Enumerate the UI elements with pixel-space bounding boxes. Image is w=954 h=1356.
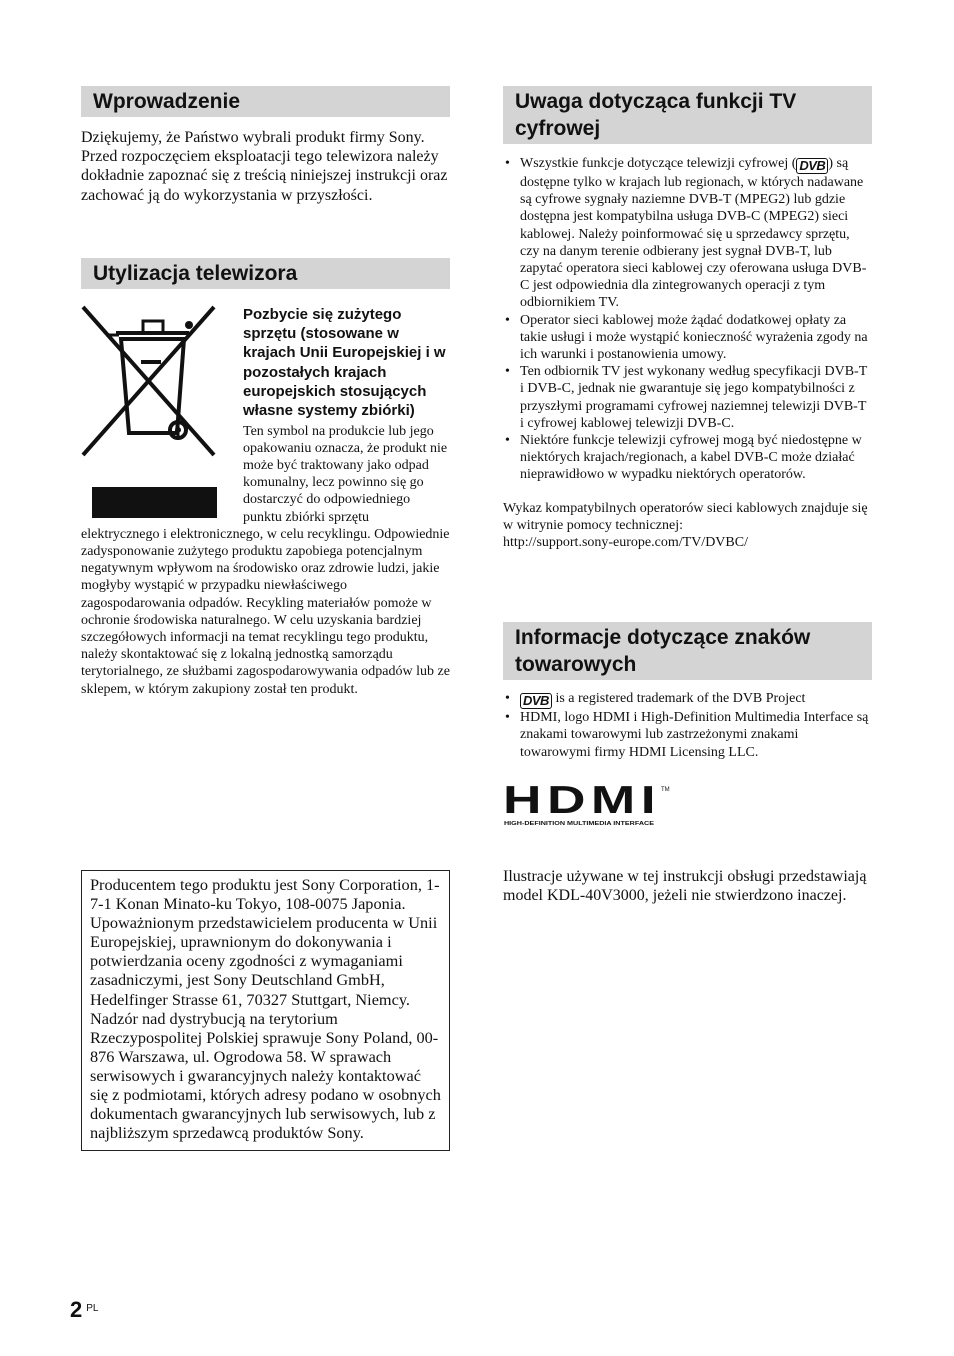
manufacturer-text: Producentem tego produktu jest Sony Corporation, 1-7-1 Konan Minato-ku Tokyo, 108-0075 Japonia. Upoważnionym przedstawicielem producenta w Unii Europejskiej, uprawnionym do dokonywania i potwierdzania oceny zgodności z wymaganiami zasadniczymi, jest Sony Deutschland GmbH, Hedelfinger Strasse 61, 70327 Stuttgart, Niemcy. Nadzór nad dystrybucją na terytorium Rzeczypospolitej Polskiej sprawuje Sony Poland, 00-876 Warszawa, ul. Ogrodowa 58. W sprawach serwisowych i gwarancyjnych należy kontaktować się z podmiotami, których adresy podano w osobnych dokumentach gwarancyjnych lub serwisowych, lub z najbliższym sprzedawcą produktów Sony. — [90, 875, 441, 1143]
disposal-body: Ten symbol na produkcie lub jego opakowaniu oznacza, że produkt nie może być traktowany jako odpad komunalny, lecz powinno się go dostarczyć do odpowiedniego punktu zbiórki sprzętu elektrycznego i elektronicznego, w celu recyklingu. Odpowiednie zadysponowanie zużytego produktu zapobiega potencjalnym negatywnym wpływom na środowisko oraz zdrowie ludzi, jakie mogłyby wystąpić w przypadku niewłaściwego zagospodarowania odpadów. Recykling materiałów pomoże w ochronie środowiska naturalnego. W celu uzyskania bardziej szczegółowych informacji na temat recyklingu tego produktu, należy skontaktować się z lokalną jednostką samorządu terytorialnego, ze służbami zagospodarowywania odpadów lub ze sklepem, w którym zakupiony został ten produkt. — [81, 423, 450, 697]
page-number-value: 2 — [70, 1297, 83, 1322]
left-column — [81, 86, 450, 698]
hdmi-logo — [503, 781, 678, 827]
hdmi-logo-wordmark: HDMI — [503, 780, 661, 822]
disposal-heading: Utylizacja telewizora — [81, 258, 450, 289]
trademarks-heading: Informacje dotyczące znaków towarowych — [503, 622, 872, 680]
date-marking-bar — [92, 487, 217, 518]
illustration-note: Ilustracje używane w tej instrukcji obsługi przedstawiają model KDL-40V3000, jeżeli nie stwierdzono inaczej. — [503, 867, 867, 905]
intro-paragraph-2: Przed rozpoczęciem eksploatacji tego telewizora należy dokładnie zapoznać się z treścią niniejszej instrukcji oraz zachować ją do wykorzystania w przyszłości. — [81, 148, 448, 204]
list-item: • HDMI, logo HDMI i High-Definition Multimedia Interface są znakami towarowymi lub zastrzeżonymi znakami towarowymi firmy HDMI Licensing LLC. — [505, 710, 869, 760]
dvb-logo-icon: DVB — [796, 158, 828, 174]
digital-tv-bullets — [503, 155, 872, 484]
operator-list-text: Wykaz kompatybilnych operatorów sieci kablowych znajduje się w witrynie pomocy technicznej: — [503, 500, 868, 533]
support-url: http://support.sony-europe.com/TV/DVBC/ — [503, 535, 748, 551]
right-column — [503, 86, 872, 905]
trademarks-bullets — [503, 690, 872, 761]
hdmi-tagline: HIGH-DEFINITION MULTIMEDIA INTERFACE — [504, 820, 655, 827]
manufacturer-box — [81, 870, 450, 1151]
crossed-out-wheelie-bin-icon — [81, 305, 233, 523]
list-item: • Operator sieci kablowej może żądać dodatkowej opłaty za takie usługi i może wystąpić konieczność wyrażenia zgody na ich warunki i postanowienia umowy. — [505, 312, 868, 363]
list-item: • Niektóre funkcje telewizji cyfrowej mogą być niedostępne w niektórych krajach/regionach, a kabel DVB-C może działać nieprawidłowo w wypadku niektórych operatorów. — [505, 433, 862, 483]
list-item: • Wszystkie funkcje dotyczące telewizji cyfrowej ( DVB ) są dostępne tylko w krajach lub regionach, w których nadawane są cyfrowe sygnały naziemne DVB-T (MPEG2) lub gdzie dostępna jest kompatybilna usługa DVB-C (MPEG2) sieci kablowej. Należy poinformować się u sprzedawcy sprzętu, czy na danym terenie odbierany jest sygnał DVB-T, lub zapytać operatora sieci kablowej czy oferowana usługa DVB-C jest odpowiednia dla zintegrowanych operacji z tym odbiornikiem TV. — [505, 156, 867, 311]
intro-paragraph-1: Dziękujemy, że Państwo wybrali produkt firmy Sony. — [81, 129, 425, 146]
dvb-logo-icon: DVB — [520, 693, 552, 709]
hdmi-tm-mark: TM — [661, 786, 670, 793]
list-item: • Ten odbiornik TV jest wykonany według specyfikacji DVB-T i DVB-C, jednak nie gwarantuje się jego kompatybilności z przyszłymi programami cyfrowej naziemnej telewizji DVB-T i cyfrowej kablowej telewizji DVB-C. — [505, 364, 868, 431]
digital-tv-heading: Uwaga dotycząca funkcji TV cyfrowej — [503, 86, 872, 144]
language-code: PL — [86, 1303, 99, 1314]
disposal-bold-heading: Pozbycie się zużytego sprzętu (stosowane w krajach Unii Europejskiej i w pozostałych krajach europejskich stosujących własne systemy zbiórki) — [243, 305, 446, 420]
disposal-section — [81, 305, 450, 698]
intro-heading: Wprowadzenie — [81, 86, 450, 117]
page-number — [70, 1297, 98, 1323]
list-item: • DVB is a registered trademark of the DVB Project — [505, 691, 806, 709]
